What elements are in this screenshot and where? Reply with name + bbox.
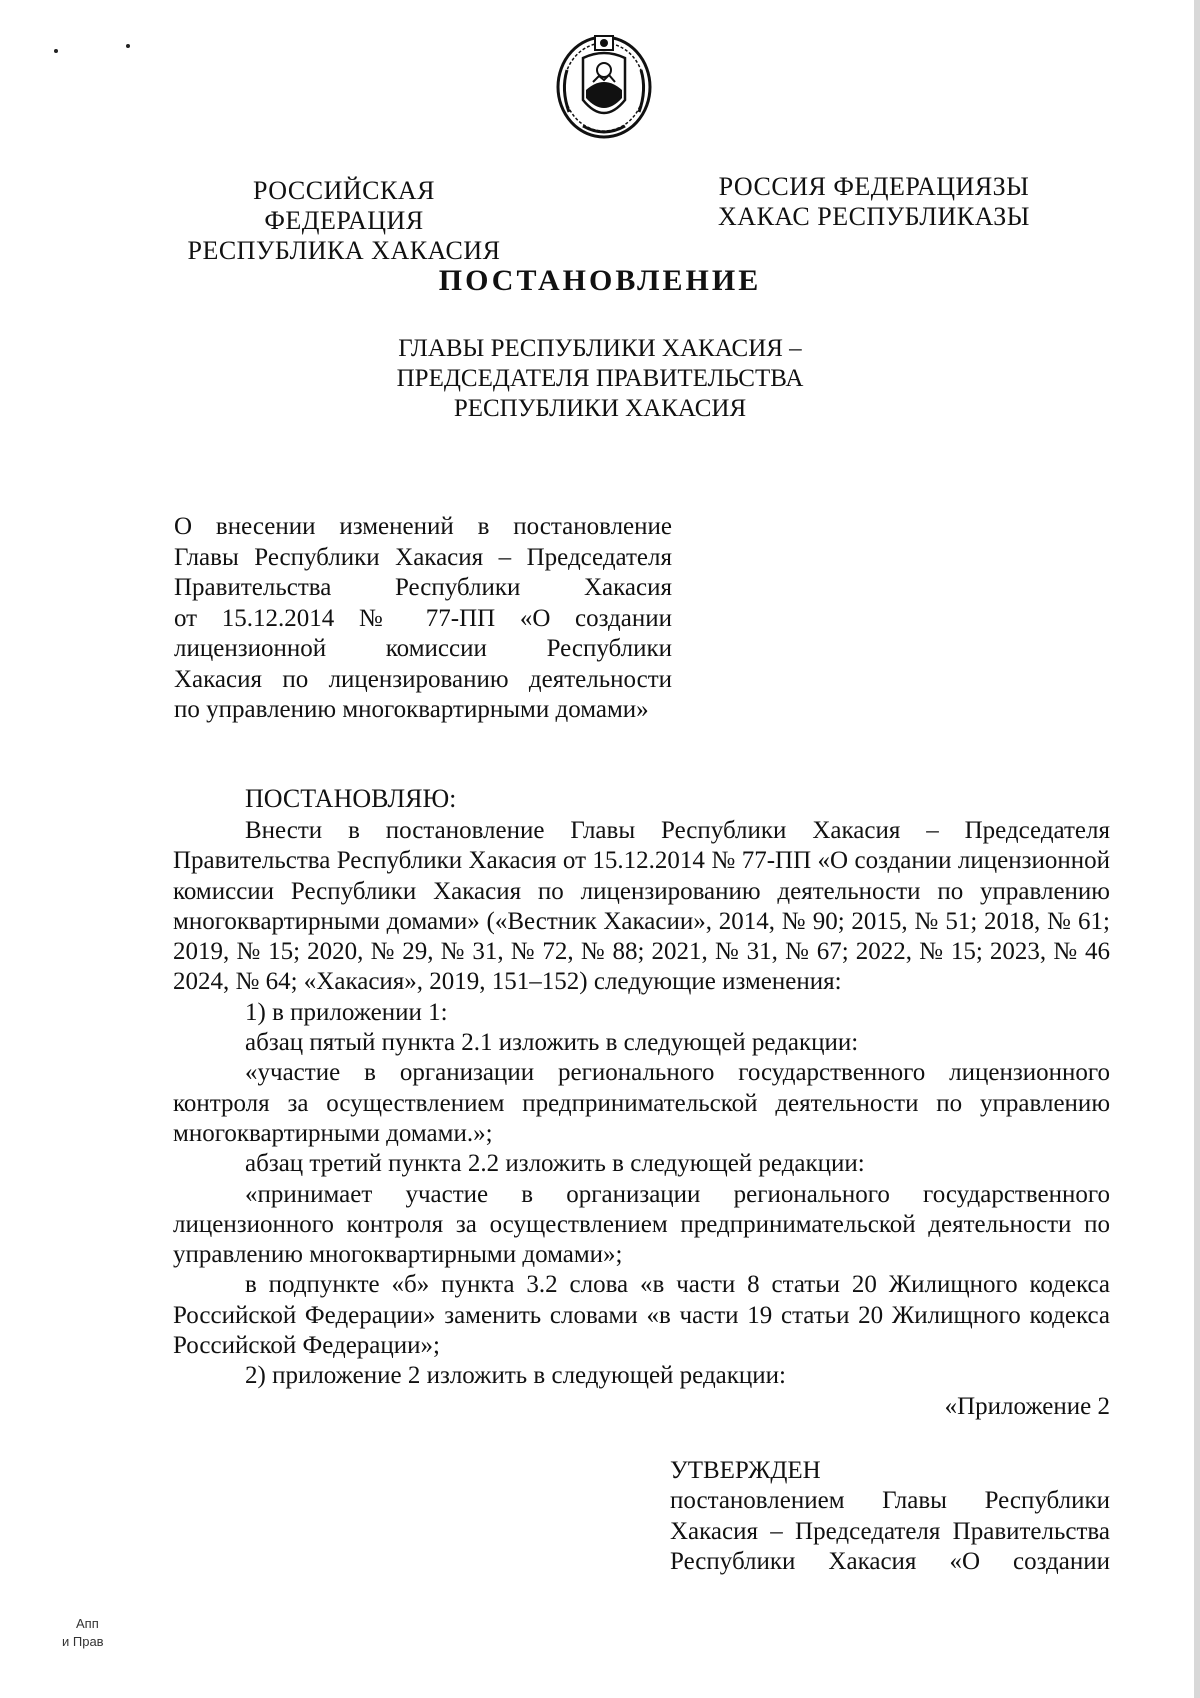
header-right-line2: ХАКАС РЕСПУБЛИКАЗЫ	[718, 202, 1030, 231]
approved-line: постановлением Главы Республики	[670, 1487, 1110, 1515]
subject-line: лицензионной комиссии Республики	[174, 635, 672, 662]
scan-edge	[1194, 0, 1200, 1698]
header-left	[176, 176, 512, 266]
header-left-line1: РОССИЙСКАЯ ФЕДЕРАЦИЯ	[253, 176, 435, 235]
header-left-line2: РЕСПУБЛИКА ХАКАСИЯ	[187, 236, 501, 265]
header-right-line1: РОССИЯ ФЕДЕРАЦИЯЗЫ	[718, 172, 1030, 201]
body-paragraph: в подпункте «б» пункта 3.2 слова «в части 8 статьи 20 Жилищного кодекса Российской Федерации» заменить словами «в части 19 статьи 20 Жилищного кодекса Российской Федерации»;	[173, 1271, 1110, 1360]
header-right	[718, 172, 1030, 232]
body-paragraph: «принимает участие в организации регионального государственного лицензионного контроля за осуществлением предпринимательской деятельности по управлению многоквартирными домами»;	[173, 1180, 1110, 1269]
subtitle-line: ПРЕДСЕДАТЕЛЯ ПРАВИТЕЛЬСТВА	[396, 365, 804, 392]
subject-line: Правительства Республики Хакасия	[174, 574, 672, 601]
subtitle-line: РЕСПУБЛИКИ ХАКАСИЯ	[453, 395, 747, 422]
subject-line: Хакасия по лицензированию деятельности	[174, 665, 672, 693]
appendix-label: «Приложение 2	[944, 1392, 1110, 1420]
document-subtitle	[300, 334, 900, 424]
body-paragraph: Внести в постановление Главы Республики Хакасия – Председателя Правительства Республики Хакасия от 15.12.2014 № 77-ПП «О создании лицензионной комиссии Республики Хакасия по лицензированию деятельности по управлению многоквартирными домами» («Вестник Хакасии», 2014, № 90; 2015, № 51; 2018, № 61; 2019, № 15; 2020, № 29, № 31, № 72, № 88; 2021, № 31, № 67; 2022, № 15; 2023, № 46 2024, № 64; «Хакасия», 2019, 151–152) следующие изменения:	[173, 817, 1110, 996]
stamp-line: Апп	[76, 1616, 99, 1631]
approval-block	[670, 1456, 1110, 1577]
body-paragraph: абзац пятый пункта 2.1 изложить в следующей редакции:	[245, 1029, 859, 1057]
body-paragraph: абзац третий пункта 2.2 изложить в следующей редакции:	[245, 1150, 865, 1178]
subtitle-line: ГЛАВЫ РЕСПУБЛИКИ ХАКАСИЯ –	[398, 335, 802, 362]
body-paragraph: 1) в приложении 1:	[245, 998, 448, 1026]
coat-of-arms-emblem	[553, 30, 655, 142]
body-paragraph: «участие в организации регионального государственного лицензионного контроля за осуществлением предпринимательской деятельности по управлению многоквартирными домами.»;	[173, 1059, 1110, 1147]
subject-line: по управлению многоквартирными домами»	[174, 696, 649, 723]
document-title: ПОСТАНОВЛЕНИЕ	[438, 264, 762, 297]
body-paragraph: 2) приложение 2 изложить в следующей редакции:	[245, 1362, 786, 1390]
stamp-line: и Прав	[62, 1634, 104, 1649]
approved-title: УТВЕРЖДЕН	[670, 1457, 821, 1484]
approved-line: Хакасия – Председателя Правительства	[670, 1517, 1110, 1545]
subject-line: О внесении изменений в постановление	[174, 513, 672, 540]
subject-line: Главы Республики Хакасия – Председателя	[174, 543, 672, 571]
scan-speck	[54, 49, 58, 53]
subject-line: от 15.12.2014 № 77-ПП «О создании	[174, 604, 672, 632]
approved-line: Республики Хакасия «О создании	[670, 1547, 1110, 1575]
approved-text	[670, 1486, 1110, 1577]
document-body	[173, 816, 1110, 1422]
document-subject	[174, 512, 672, 726]
registration-stamp	[62, 1615, 104, 1651]
decree-word: ПОСТАНОВЛЯЮ:	[245, 784, 457, 813]
scan-speck	[126, 44, 130, 48]
